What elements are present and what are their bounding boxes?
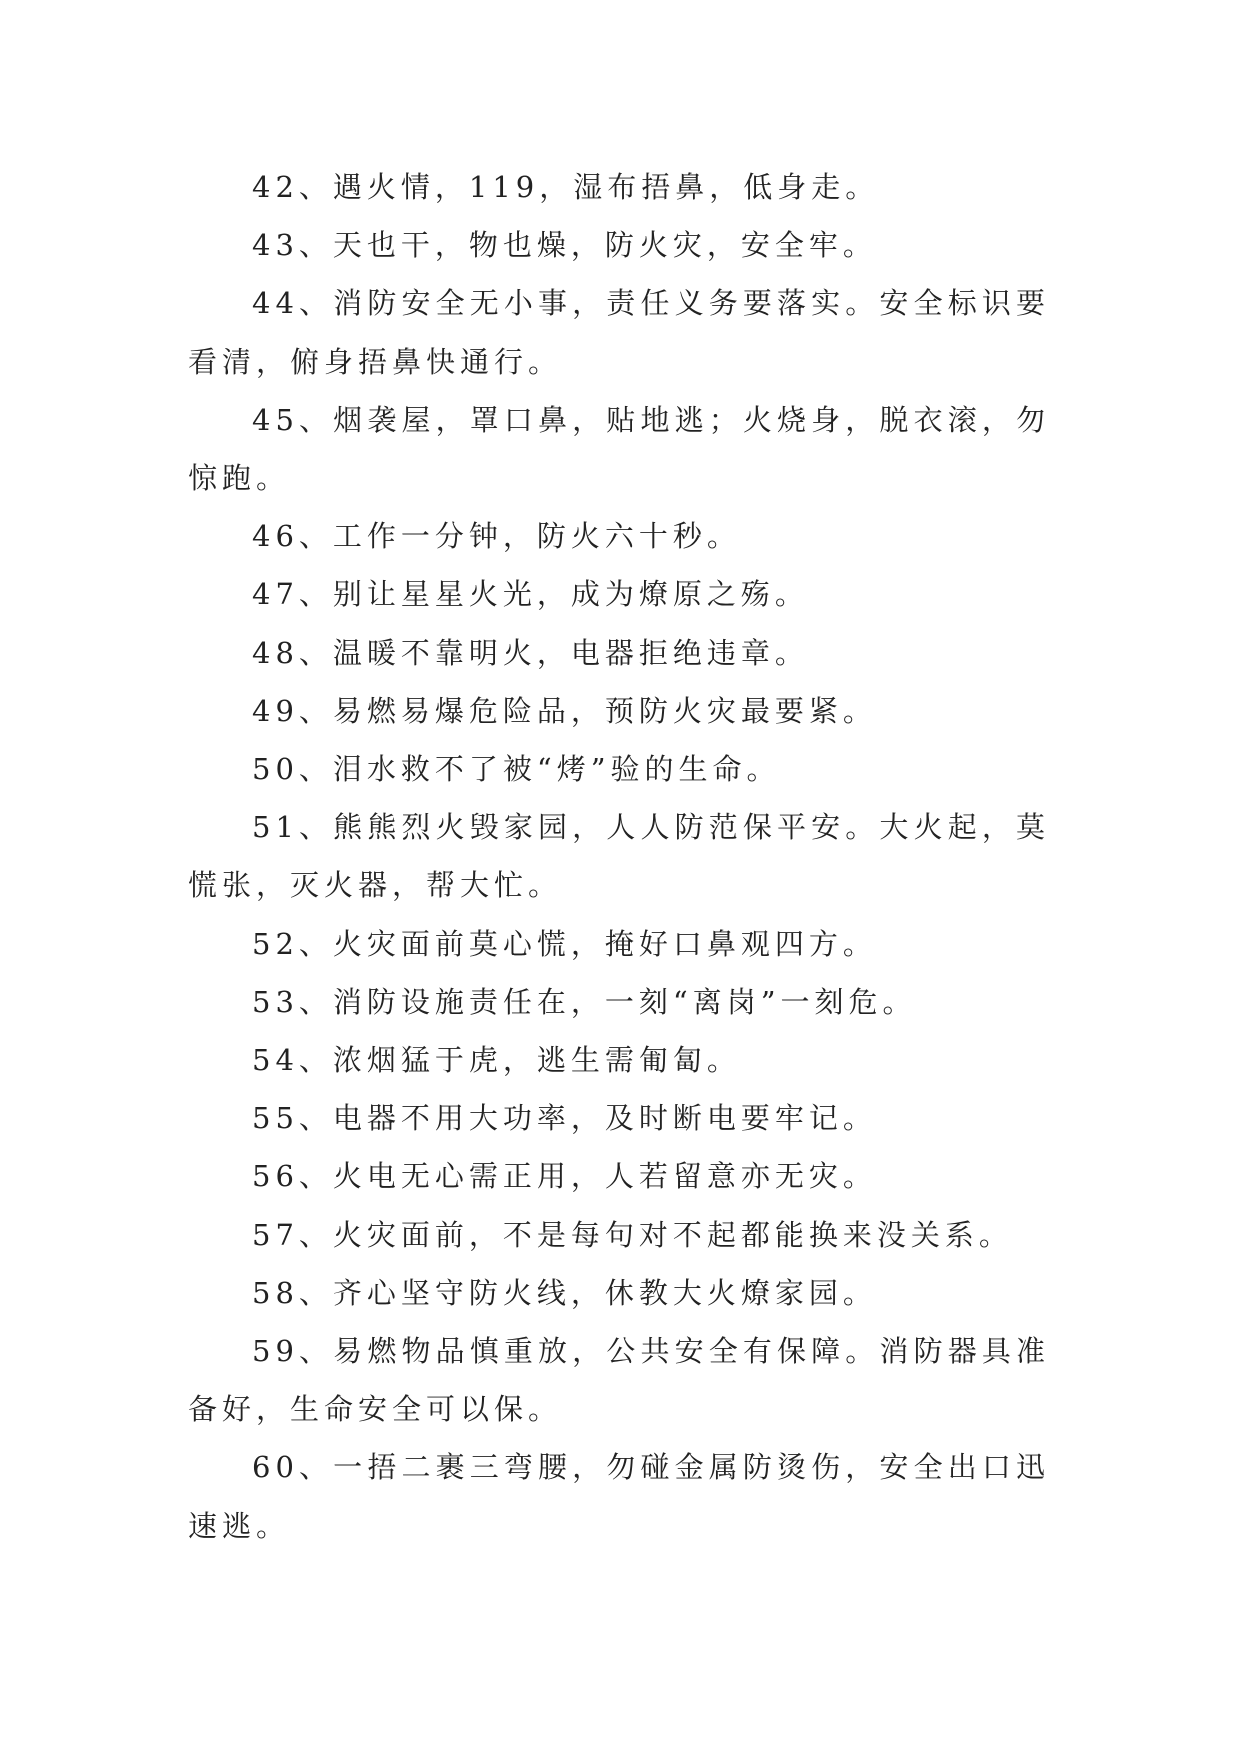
slogan-item-45: 45、烟袭屋，罩口鼻，贴地逃；火烧身，脱衣滚，勿惊跑。 [188,402,1050,496]
slogan-item-60: 60、一捂二裹三弯腰，勿碰金属防烫伤，安全出口迅速逃。 [188,1450,1050,1543]
slogan-item-55: 55、电器不用大功率，及时断电要牢记。 [252,1101,877,1136]
slogan-item-59: 59、易燃物品慎重放，公共安全有保障。消防器具准备好，生命安全可以保。 [188,1334,1050,1427]
slogan-item-42: 42、遇火情，119，湿布捂鼻，低身走。 [252,170,880,204]
slogan-item-44: 44、消防安全无小事，责任义务要落实。安全标识要看清，俯身捂鼻快通行。 [188,286,1050,379]
slogan-item-57: 57、火灾面前，不是每句对不起都能换来没关系。 [252,1217,1013,1252]
slogan-item-54: 54、浓烟猛于虎，逃生需匍匐。 [252,1043,741,1078]
slogan-item-49: 49、易燃易爆危险品，预防火灾最要紧。 [252,693,877,728]
slogan-item-52: 52、火灾面前莫心慌，掩好口鼻观四方。 [252,926,877,961]
slogan-item-48: 48、温暖不靠明火，电器拒绝违章。 [252,635,809,670]
slogan-item-56: 56、火电无心需正用，人若留意亦无灾。 [252,1159,877,1194]
slogan-item-58: 58、齐心坚守防火线，休教大火燎家园。 [252,1275,877,1310]
slogan-item-50: 50、泪水救不了被“烤”验的生命。 [252,752,781,787]
slogan-item-43: 43、天也干，物也燥，防火灾，安全牢。 [252,228,877,263]
slogan-list [188,158,1050,1555]
slogan-item-51: 51、熊熊烈火毁家园，人人防范保平安。大火起，莫慌张，灭火器，帮大忙。 [188,810,1050,903]
slogan-item-53: 53、消防设施责任在，一刻“离岗”一刻危。 [252,984,917,1019]
slogan-item-47: 47、别让星星火光，成为燎原之殇。 [252,577,809,612]
slogan-item-46: 46、工作一分钟，防火六十秒。 [252,519,741,554]
